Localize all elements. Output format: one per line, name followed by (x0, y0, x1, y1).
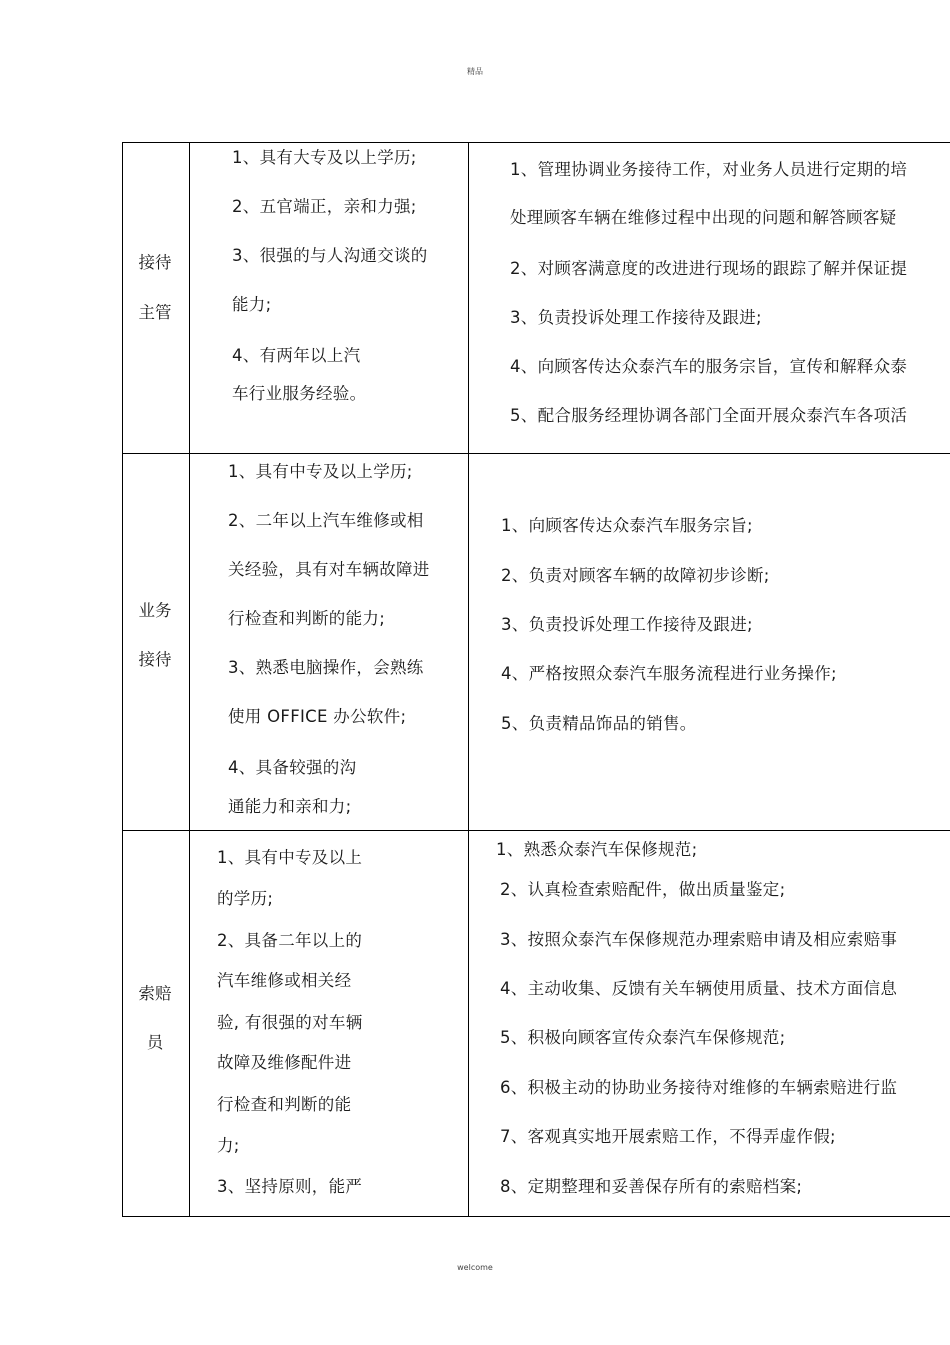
requirement-line: 3、坚持原则，能严 (217, 1177, 363, 1196)
role-name: 接待 (138, 650, 172, 669)
duty-line: 6、积极主动的协助业务接待对维修的车辆索赔进行监 (500, 1078, 898, 1097)
requirement-line: 的学历; (217, 889, 274, 908)
duty-line: 8、定期整理和妥善保存所有的索赔档案; (500, 1177, 803, 1196)
duty-line: 1、管理协调业务接待工作，对业务人员进行定期的培 (510, 160, 908, 179)
requirement-line: 4、具备较强的沟 (228, 758, 357, 777)
requirement-line: 能力; (232, 295, 272, 314)
requirement-line: 4、有两年以上汽 (232, 346, 361, 365)
duty-line: 3、负责投诉处理工作接待及跟进; (501, 615, 753, 634)
duty-line: 2、对顾客满意度的改进进行现场的跟踪了解并保证提 (510, 259, 908, 278)
duty-line: 7、客观真实地开展索赔工作，不得弄虚作假; (500, 1127, 836, 1146)
duty-line: 5、负责精品饰品的销售。 (501, 714, 697, 733)
duty-line: 4、严格按照众泰汽车服务流程进行业务操作; (501, 664, 837, 683)
requirement-line: 验, 有很强的对车辆 (217, 1013, 363, 1032)
requirement-line: 3、很强的与人沟通交谈的 (232, 246, 428, 265)
requirement-line: 3、熟悉电脑操作，会熟练 (228, 658, 424, 677)
requirement-line: 汽车维修或相关经 (217, 971, 352, 990)
job-description-table (122, 142, 950, 1217)
role-name: 接待 (138, 253, 172, 272)
column-divider (189, 142, 190, 1217)
duty-line: 5、积极向顾客宣传众泰汽车保修规范; (500, 1028, 786, 1047)
row-divider (122, 830, 950, 831)
table-border-bottom (122, 1216, 950, 1217)
table-border-top (122, 142, 950, 143)
duty-line: 3、负责投诉处理工作接待及跟进; (510, 308, 762, 327)
duty-line: 3、按照众泰汽车保修规范办理索赔申请及相应索赔事 (500, 930, 898, 949)
column-divider (468, 142, 469, 1217)
requirement-line: 力; (217, 1136, 240, 1155)
page-footer: welcome (457, 1263, 493, 1272)
requirement-line: 使用 OFFICE 办公软件; (228, 707, 407, 726)
row-divider (122, 453, 950, 454)
duty-line: 4、向顾客传达众泰汽车的服务宗旨，宣传和解释众泰 (510, 357, 908, 376)
duty-line: 4、主动收集、反馈有关车辆使用质量、技术方面信息 (500, 979, 898, 998)
duty-line: 5、配合服务经理协调各部门全面开展众泰汽车各项活 (510, 406, 908, 425)
duty-line: 2、负责对顾客车辆的故障初步诊断; (501, 566, 770, 585)
requirement-line: 2、二年以上汽车维修或相 (228, 511, 424, 530)
requirement-line: 行检查和判断的能力; (228, 609, 386, 628)
requirement-line: 通能力和亲和力; (228, 797, 352, 816)
requirement-line: 1、具有大专及以上学历; (232, 148, 417, 167)
requirement-line: 关经验，具有对车辆故障进 (228, 560, 430, 579)
requirement-line: 1、具有中专及以上 (217, 848, 363, 867)
role-name: 主管 (138, 303, 172, 322)
role-name: 员 (146, 1033, 164, 1052)
page-header: 精品 (467, 67, 483, 76)
role-name: 索赔 (138, 984, 172, 1003)
requirement-line: 2、具备二年以上的 (217, 931, 363, 950)
requirement-line: 行检查和判断的能 (217, 1095, 352, 1114)
role-name: 业务 (138, 601, 172, 620)
duty-line: 1、向顾客传达众泰汽车服务宗旨; (501, 516, 753, 535)
duty-line: 1、熟悉众泰汽车保修规范; (496, 840, 698, 859)
requirement-line: 车行业服务经验。 (232, 384, 367, 403)
table-border-left (122, 142, 123, 1217)
requirement-line: 1、具有中专及以上学历; (228, 462, 413, 481)
duty-line: 2、认真检查索赔配件，做出质量鉴定; (500, 880, 786, 899)
requirement-line: 故障及维修配件进 (217, 1053, 352, 1072)
requirement-line: 2、五官端正，亲和力强; (232, 197, 417, 216)
duty-line: 处理顾客车辆在维修过程中出现的问题和解答顾客疑 (510, 208, 897, 227)
